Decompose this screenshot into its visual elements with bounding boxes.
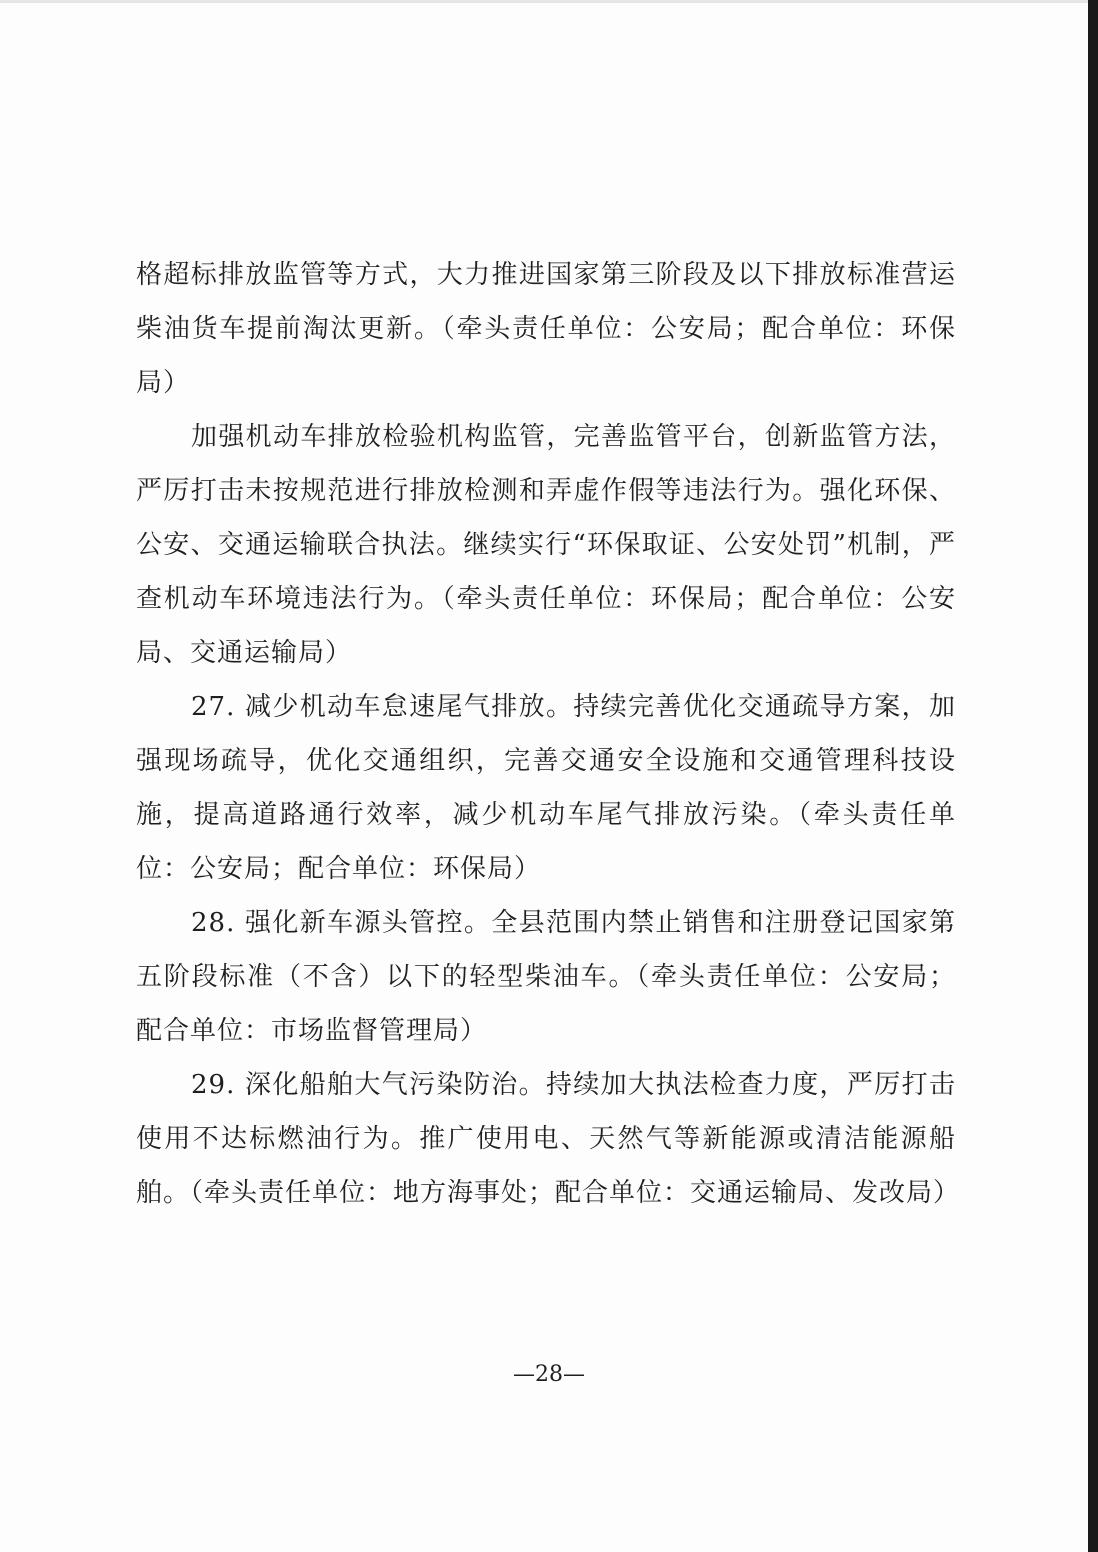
paragraph-continuation: 格超标排放监管等方式，大力推进国家第三阶段及以下排放标准营运柴油货车提前淘汰更新。（牵头责任单位：公安局；配合单位：环保局） xyxy=(136,260,956,398)
paragraph-item-27: 27. 减少机动车怠速尾气排放。持续完善优化交通疏导方案，加强现场疏导，优化交通组织，完善交通安全设施和交通管理科技设施，提高道路通行效率，减少机动车尾气排放污染。（牵头责任单位：公安局；配合单位：环保局） xyxy=(136,692,956,884)
page-number: —28— xyxy=(513,1362,585,1387)
paragraph-item-29: 29. 深化船舶大气污染防治。持续加大执法检查力度，严厉打击使用不达标燃油行为。推广使用电、天然气等新能源或清洁能源船舶。（牵头责任单位：地方海事处；配合单位：交通运输局、发改局） xyxy=(136,1070,961,1208)
scan-top-edge xyxy=(0,0,1088,3)
paragraph-item-28: 28. 强化新车源头管控。全县范围内禁止销售和注册登记国家第五阶段标准（不含）以下的轻型柴油车。（牵头责任单位：公安局；配合单位：市场监督管理局） xyxy=(136,908,956,1046)
paragraph-inspection-supervision: 加强机动车排放检验机构监管，完善监管平台，创新监管方法，严厉打击未按规范进行排放检测和弄虚作假等违法行为。强化环保、公安、交通运输联合执法。继续实行“环保取证、公安处罚”机制，严查机动车环境违法行为。（牵头责任单位：环保局；配合单位：公安局、交通运输局） xyxy=(136,422,956,668)
scan-right-edge xyxy=(1088,0,1098,1552)
document-body xyxy=(136,248,961,1220)
